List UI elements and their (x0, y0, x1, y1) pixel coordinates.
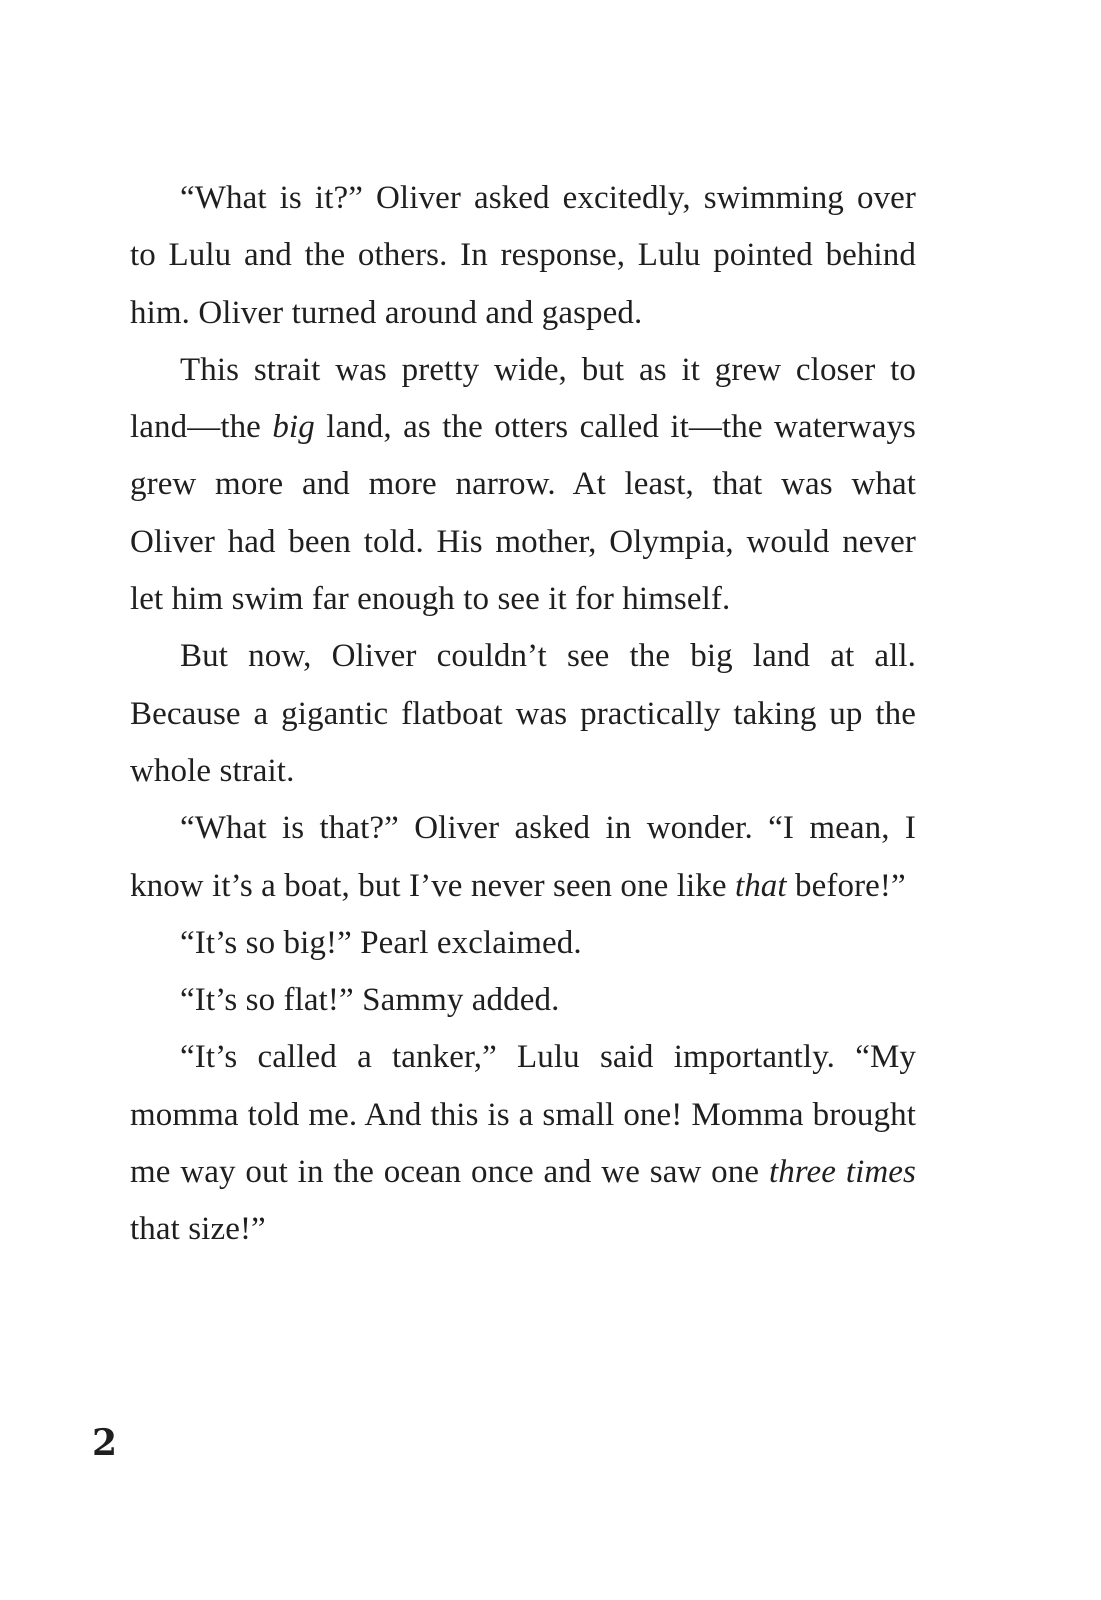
page-number: 2 (92, 1422, 118, 1464)
paragraph: “It’s so flat!” Sammy added. (180, 982, 560, 1019)
paragraph: “What is that?” Oliver asked in wonder. “I mean, I know it’s a boat, but I’ve never seen one like that before!” (130, 810, 916, 904)
paragraph: “It’s called a tanker,” Lulu said importantly. “My momma told me. And this is a small one! Momma brought me way out in the ocean once and we saw one three times that size!” (130, 1039, 916, 1248)
paragraph: This strait was pretty wide, but as it grew closer to land—the big land, as the otters called it—the waterways grew more and more narrow. At least, that was what Oliver had been told. His mother, Olympia, would never let him swim far enough to see it for himself. (130, 351, 916, 618)
paragraph: “What is it?” Oliver asked excitedly, swimming over to Lulu and the others. In response, Lulu pointed behind him. Oliver turned around and gasped. (130, 180, 916, 331)
paragraph: “It’s so big!” Pearl exclaimed. (180, 924, 582, 961)
paragraph: But now, Oliver couldn’t see the big land at all. Because a gigantic flatboat was practically taking up the whole strait. (130, 638, 916, 789)
body-text (130, 170, 916, 1259)
